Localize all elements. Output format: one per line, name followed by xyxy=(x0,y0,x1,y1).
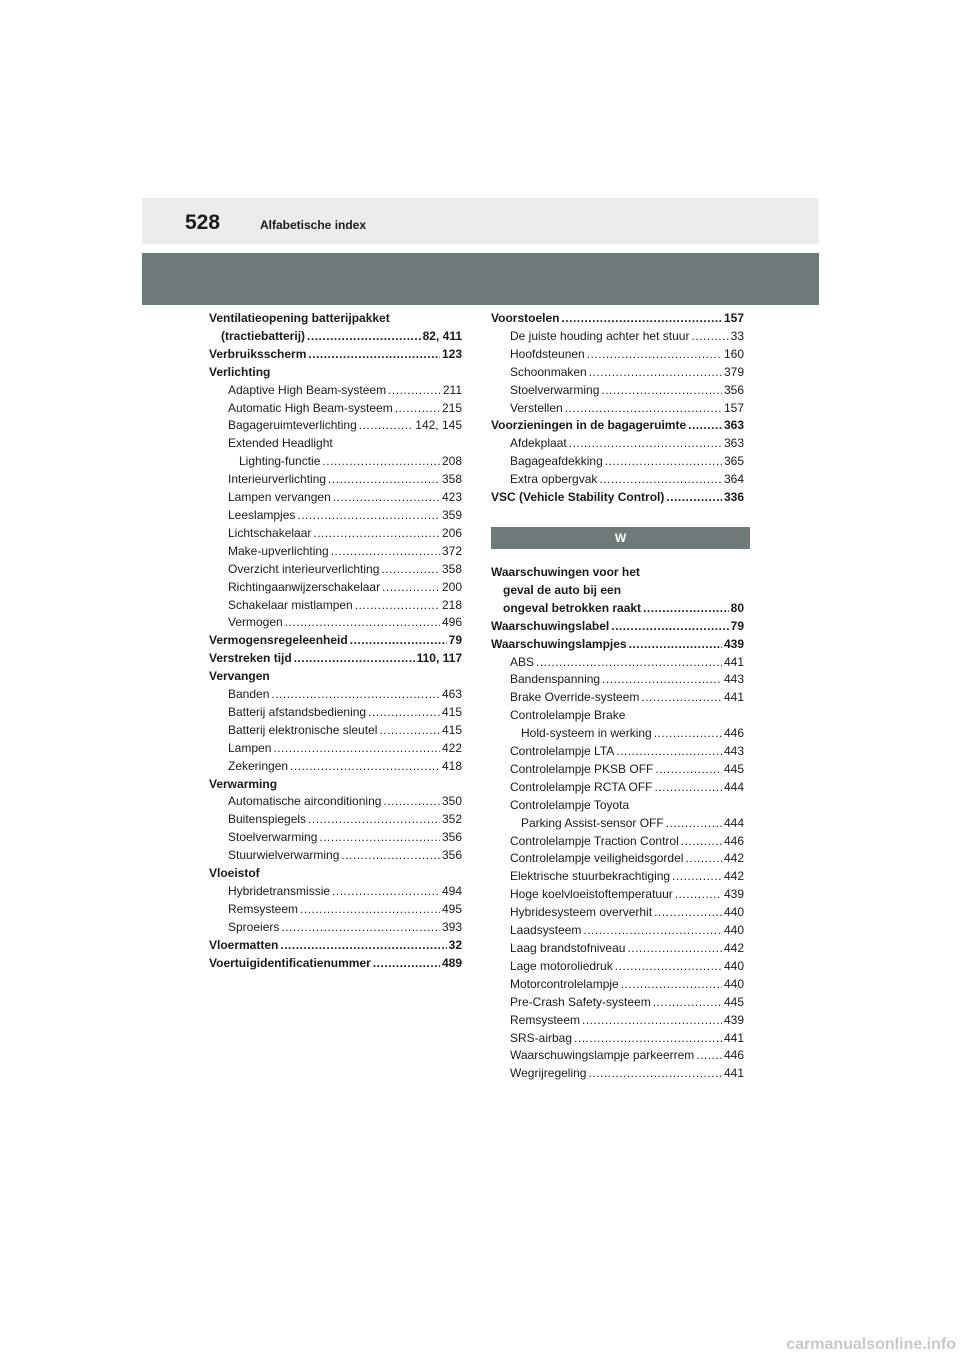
index-entry-page[interactable]: 356 xyxy=(441,848,462,863)
index-entry-page[interactable]: 445 xyxy=(723,994,744,1009)
index-heading: Ventilatieopening batterijpakket xyxy=(209,311,390,325)
index-entry-label: Adaptive High Beam-systeem xyxy=(228,382,387,397)
index-entry-label: Verstellen xyxy=(510,400,563,415)
index-entry-page[interactable]: 358 xyxy=(441,472,462,487)
index-entry-label: Make-upverlichting xyxy=(228,543,329,558)
index-entry[interactable] xyxy=(209,382,462,400)
index-entry-label: VSC (Vehicle Stability Control) xyxy=(491,490,665,505)
index-entry[interactable] xyxy=(491,940,744,958)
index-entry-page[interactable]: 372 xyxy=(441,543,462,558)
index-entry-label: Stuurwielverwarming xyxy=(228,848,340,863)
index-entry-page[interactable]: 352 xyxy=(441,812,462,827)
index-entry-label: Batterij elektronische sleutel xyxy=(228,722,378,737)
index-entry[interactable] xyxy=(491,453,744,471)
index-entry-page[interactable]: 157 xyxy=(723,311,744,325)
index-entry-page[interactable]: 439 xyxy=(723,636,744,651)
index-entry-page[interactable]: 215 xyxy=(441,400,462,415)
index-entry-page[interactable]: 32 xyxy=(448,937,462,952)
index-entry[interactable] xyxy=(209,901,462,919)
index-entry-label: Stoelverwarming xyxy=(228,830,318,845)
index-entry-page[interactable]: 206 xyxy=(441,525,462,540)
index-entry-label: ABS xyxy=(510,654,535,669)
index-entry-label: Vloermatten xyxy=(209,937,279,952)
dot-leader xyxy=(565,400,722,418)
index-entry-page[interactable]: 79 xyxy=(730,618,744,633)
index-entry-page[interactable]: 364 xyxy=(723,472,744,487)
index-entry-label: Pre-Crash Safety-systeem xyxy=(510,994,651,1009)
dot-leader xyxy=(331,543,440,561)
index-entry[interactable] xyxy=(209,686,462,704)
index-entry-page[interactable]: 142, 145 xyxy=(415,418,462,433)
dot-leader xyxy=(588,1065,721,1083)
index-column-left xyxy=(209,310,462,973)
dot-leader xyxy=(696,1047,722,1065)
index-entry-label: Lichtschakelaar xyxy=(228,525,312,540)
index-entry[interactable] xyxy=(491,654,744,672)
index-entry-label: Lighting-functie xyxy=(239,454,321,469)
dot-leader xyxy=(379,722,440,740)
dot-leader xyxy=(328,471,440,489)
index-entry-page[interactable]: 363 xyxy=(723,418,744,433)
dot-leader xyxy=(615,958,722,976)
index-entry-page[interactable]: 442 xyxy=(723,869,744,884)
dot-leader xyxy=(654,725,722,743)
dot-leader xyxy=(583,922,722,940)
index-entry-label: Lampen vervangen xyxy=(228,490,331,505)
dot-leader xyxy=(341,847,440,865)
index-entry-page[interactable]: 441 xyxy=(723,690,744,705)
index-entry-label: Interieurverlichting xyxy=(228,472,327,487)
index-heading: Waarschuwingen voor het xyxy=(491,564,640,579)
index-entry-page[interactable]: 423 xyxy=(441,490,462,505)
dot-leader xyxy=(308,346,440,364)
index-entry-page[interactable]: 422 xyxy=(441,740,462,755)
index-entry-label: Hybridesysteem oververhit xyxy=(510,905,653,920)
dot-leader xyxy=(271,686,440,704)
index-entry-page[interactable]: 365 xyxy=(723,454,744,469)
index-entry[interactable] xyxy=(209,650,462,668)
index-entry-label: Voorstoelen xyxy=(491,311,560,325)
dot-leader xyxy=(381,561,440,579)
index-entry[interactable] xyxy=(209,793,462,811)
index-entry-label: Verbruiksscherm xyxy=(209,346,307,361)
index-entry-page[interactable]: 440 xyxy=(723,923,744,938)
index-entry-page[interactable]: 444 xyxy=(723,779,744,794)
index-entry-page[interactable]: 80 xyxy=(730,600,744,615)
index-entry-page[interactable]: 123 xyxy=(441,346,462,361)
index-entry-page[interactable]: 446 xyxy=(723,726,744,741)
index-entry[interactable] xyxy=(491,1047,744,1065)
index-entry-label: ongeval betrokken raakt xyxy=(503,600,642,615)
index-heading: Extended Headlight xyxy=(228,436,333,451)
header-band xyxy=(142,253,819,305)
index-entry[interactable] xyxy=(209,525,462,543)
dot-leader xyxy=(313,525,440,543)
dot-leader xyxy=(691,328,728,346)
index-entry-page[interactable]: 350 xyxy=(441,794,462,809)
index-entry[interactable] xyxy=(491,400,744,418)
index-entry-page[interactable]: 415 xyxy=(441,722,462,737)
index-entry[interactable] xyxy=(209,632,462,650)
index-entry[interactable] xyxy=(491,1065,744,1083)
index-entry-label: Automatische airconditioning xyxy=(228,794,382,809)
index-entry[interactable] xyxy=(491,600,744,618)
dot-leader xyxy=(395,400,440,418)
dot-leader xyxy=(666,815,722,833)
index-entry-label: Hoofdsteunen xyxy=(510,346,585,361)
index-entry-label: Controlelampje veiligheidsgordel xyxy=(510,851,684,866)
index-entry[interactable] xyxy=(491,1030,744,1048)
dot-leader xyxy=(675,886,722,904)
dot-leader xyxy=(602,671,722,689)
index-entry[interactable] xyxy=(491,346,744,364)
index-entry-page[interactable]: 495 xyxy=(441,901,462,916)
index-entry-label: Vermogen xyxy=(228,615,283,630)
section-title: Alfabetische index xyxy=(260,218,367,232)
dot-leader xyxy=(355,597,440,615)
dot-leader xyxy=(294,650,415,668)
index-entry-page[interactable]: 356 xyxy=(723,382,744,397)
index-entry[interactable] xyxy=(491,636,744,654)
index-entry-label: Lage motoroliedruk xyxy=(510,958,613,973)
index-entry-label: Afdekplaat xyxy=(510,436,567,451)
dot-leader xyxy=(589,364,722,382)
index-entry-page[interactable]: 443 xyxy=(723,672,744,687)
index-entry-page[interactable]: 441 xyxy=(723,1030,744,1045)
index-entry-label: Controlelampje PKSB OFF xyxy=(510,761,654,776)
index-entry-label: Overzicht interieurverlichting xyxy=(228,561,380,576)
index-entry-label: Buitenspiegels xyxy=(228,812,307,827)
index-entry-label: Bandenspanning xyxy=(510,672,601,687)
index-entry-label: Remsysteem xyxy=(228,901,299,916)
index-entry-label: Waarschuwingslampje parkeerrem xyxy=(510,1048,695,1063)
index-heading: Vervangen xyxy=(209,669,270,684)
dot-leader xyxy=(611,618,728,636)
index-entry-page[interactable]: 415 xyxy=(441,704,462,719)
index-entry[interactable] xyxy=(209,597,462,615)
dot-leader xyxy=(368,704,440,722)
index-heading: Vloeistof xyxy=(209,866,260,881)
index-entry-label: Sproeiers xyxy=(228,919,280,934)
index-entry[interactable] xyxy=(491,435,744,453)
letter-heading: W xyxy=(491,527,750,549)
dot-leader xyxy=(653,994,722,1012)
index-column-right xyxy=(491,310,744,1083)
dot-leader xyxy=(280,937,446,955)
index-entry-page[interactable]: 79 xyxy=(448,633,462,648)
header-bar xyxy=(142,198,819,244)
index-entry-page[interactable]: 110, 117 xyxy=(416,651,462,666)
index-entry-label: Banden xyxy=(228,687,270,702)
index-entry[interactable] xyxy=(209,453,462,471)
index-entry-label: Parking Assist-sensor OFF xyxy=(521,815,664,830)
index-entry-page[interactable]: 489 xyxy=(441,955,462,970)
index-entry-label: Bagageruimteverlichting xyxy=(228,418,357,433)
dot-leader xyxy=(681,833,722,851)
index-entry[interactable] xyxy=(491,922,744,940)
index-entry-page[interactable]: 439 xyxy=(723,887,744,902)
index-entry[interactable] xyxy=(209,417,462,435)
dot-leader xyxy=(319,829,440,847)
index-entry-page[interactable]: 494 xyxy=(441,884,462,898)
index-entry-page[interactable]: 200 xyxy=(441,579,462,594)
index-entry-label: Controlelampje Traction Control xyxy=(510,833,679,848)
index-entry-page[interactable]: 211 xyxy=(442,382,462,397)
footer-watermark: carmanualsonline.info xyxy=(786,1336,956,1353)
index-entry-label: Wegrijregeling xyxy=(510,1066,587,1081)
dot-leader xyxy=(569,435,722,453)
index-entry[interactable] xyxy=(491,761,744,779)
dot-leader xyxy=(654,779,721,797)
index-entry[interactable] xyxy=(491,471,744,489)
index-entry[interactable] xyxy=(491,886,744,904)
index-entry[interactable] xyxy=(491,364,744,382)
dot-leader xyxy=(582,1012,722,1030)
index-entry[interactable] xyxy=(491,1012,744,1030)
dot-leader xyxy=(359,417,414,435)
index-entry[interactable] xyxy=(491,779,744,797)
index-entry-label: Remsysteem xyxy=(510,1012,581,1027)
index-entry-label: Bagageafdekking xyxy=(510,454,603,469)
index-entry-label: Hybridetransmissie xyxy=(228,884,331,898)
dot-leader xyxy=(685,850,722,868)
index-entry-page[interactable]: 33 xyxy=(730,328,744,343)
index-entry-page[interactable]: 157 xyxy=(723,400,744,415)
index-entry-page[interactable]: 336 xyxy=(723,490,744,505)
dot-leader xyxy=(332,883,440,901)
index-entry-page[interactable]: 444 xyxy=(723,815,744,830)
index-entry-page[interactable]: 363 xyxy=(723,436,744,451)
index-entry[interactable] xyxy=(491,904,744,922)
index-entry[interactable] xyxy=(491,417,744,435)
index-entry[interactable] xyxy=(491,382,744,400)
index-entry[interactable] xyxy=(491,489,744,507)
index-entry-label: Laadsysteem xyxy=(510,923,582,938)
index-entry-page[interactable]: 393 xyxy=(441,919,462,934)
index-entry[interactable] xyxy=(209,740,462,758)
index-entry[interactable] xyxy=(209,400,462,418)
dot-leader xyxy=(322,453,440,471)
dot-leader xyxy=(587,346,722,364)
index-entry-label: Stoelverwarming xyxy=(510,382,600,397)
dot-leader xyxy=(601,382,722,400)
index-entry-label: Automatic High Beam-systeem xyxy=(228,400,393,415)
index-entry[interactable] xyxy=(491,976,744,994)
index-entry-page[interactable]: 440 xyxy=(723,958,744,973)
index-entry-page[interactable]: 379 xyxy=(723,364,744,379)
index-entry-label: Vermogensregeleenheid xyxy=(209,633,348,648)
index-entry-page[interactable]: 358 xyxy=(441,561,462,576)
index-heading: Verlichting xyxy=(209,364,271,379)
index-entry-label: Batterij afstandsbediening xyxy=(228,704,367,719)
dot-leader xyxy=(688,417,722,435)
dot-leader xyxy=(307,328,421,346)
dot-leader xyxy=(300,901,440,919)
dot-leader xyxy=(655,761,722,779)
dot-leader xyxy=(654,904,722,922)
index-entry[interactable] xyxy=(491,833,744,851)
dot-leader xyxy=(641,689,722,707)
index-heading: Controlelampje Toyota xyxy=(510,797,630,812)
index-entry[interactable] xyxy=(209,955,462,973)
dot-leader xyxy=(290,758,440,776)
dot-leader xyxy=(599,471,722,489)
dot-leader xyxy=(350,632,447,650)
index-entry[interactable] xyxy=(209,614,462,632)
dot-leader xyxy=(627,940,722,958)
index-entry-label: Brake Override-systeem xyxy=(510,690,640,705)
index-entry-page[interactable]: 418 xyxy=(441,758,462,773)
index-entry[interactable] xyxy=(209,328,462,346)
index-entry-label: Lampen xyxy=(228,740,272,755)
dot-leader xyxy=(373,955,440,973)
index-entry-page[interactable]: 439 xyxy=(723,1012,744,1027)
index-entry-label: (tractiebatterij) xyxy=(221,328,306,343)
index-entry[interactable] xyxy=(491,850,744,868)
index-entry-label: Voertuigidentificatienummer xyxy=(209,955,371,970)
dot-leader xyxy=(281,919,440,937)
index-entry-page[interactable]: 446 xyxy=(723,833,744,848)
index-entry-page[interactable]: 442 xyxy=(723,941,744,955)
index-entry-page[interactable]: 356 xyxy=(441,830,462,845)
index-entry-label: De juiste houding achter het stuur xyxy=(510,328,690,343)
index-entry[interactable] xyxy=(209,829,462,847)
index-entry-page[interactable]: 82, 411 xyxy=(422,328,462,343)
index-entry-label: Elektrische stuurbekrachtiging xyxy=(510,869,671,884)
dot-leader xyxy=(297,507,440,525)
index-entry[interactable] xyxy=(491,671,744,689)
index-entry[interactable] xyxy=(491,725,744,743)
index-entry-page[interactable]: 445 xyxy=(723,761,744,776)
index-entry[interactable] xyxy=(491,743,744,761)
dot-leader xyxy=(383,793,440,811)
dot-leader xyxy=(333,489,440,507)
dot-leader xyxy=(605,453,722,471)
dot-leader xyxy=(629,636,722,654)
index-entry-label: Extra opbergvak xyxy=(510,472,598,487)
index-entry-page[interactable]: 218 xyxy=(441,597,462,612)
index-entry-label: Richtingaanwijzerschakelaar xyxy=(228,579,381,594)
index-entry-label: Waarschuwingslampjes xyxy=(491,636,627,651)
index-entry-label: Controlelampje LTA xyxy=(510,744,615,759)
index-entry[interactable] xyxy=(209,561,462,579)
index-entry-page[interactable]: 463 xyxy=(441,687,462,702)
index-entry[interactable] xyxy=(209,847,462,865)
index-entry-page[interactable]: 496 xyxy=(441,615,462,630)
index-entry-page[interactable]: 442 xyxy=(723,851,744,866)
index-entry[interactable] xyxy=(491,310,744,328)
dot-leader xyxy=(666,489,722,507)
index-entry[interactable] xyxy=(209,811,462,829)
dot-leader xyxy=(616,743,722,761)
index-entry-label: Hold-systeem in werking xyxy=(521,726,652,741)
dot-leader xyxy=(388,382,441,400)
index-entry[interactable] xyxy=(491,689,744,707)
index-entry[interactable] xyxy=(491,328,744,346)
dot-leader xyxy=(285,614,440,632)
index-entry[interactable] xyxy=(209,704,462,722)
index-entry-label: Leeslampjes xyxy=(228,507,296,522)
dot-leader xyxy=(643,600,729,618)
index-entry-label: Voorzieningen in de bagageruimte xyxy=(491,418,687,433)
index-entry[interactable] xyxy=(491,994,744,1012)
index-entry-page[interactable]: 441 xyxy=(723,1066,744,1081)
index-entry[interactable] xyxy=(209,507,462,525)
index-heading: Controlelampje Brake xyxy=(510,708,626,723)
index-entry-page[interactable]: 440 xyxy=(723,976,744,991)
index-entry-page[interactable]: 443 xyxy=(723,744,744,759)
index-entry[interactable] xyxy=(209,579,462,597)
index-entry-page[interactable]: 441 xyxy=(723,654,744,669)
index-entry[interactable] xyxy=(491,815,744,833)
index-entry-label: Controlelampje RCTA OFF xyxy=(510,779,653,794)
page-number: 528 xyxy=(185,211,221,234)
index-entry-label: Verstreken tijd xyxy=(209,651,292,666)
index-entry-label: Motorcontrolelampje xyxy=(510,976,619,991)
index-entry-label: Schakelaar mistlampen xyxy=(228,597,353,612)
index-entry[interactable] xyxy=(209,346,462,364)
index-entry-page[interactable]: 208 xyxy=(441,454,462,469)
dot-leader xyxy=(574,1030,722,1048)
index-heading: geval de auto bij een xyxy=(503,582,622,597)
index-entry[interactable] xyxy=(491,868,744,886)
index-entry[interactable] xyxy=(209,883,462,901)
index-entry[interactable] xyxy=(209,937,462,955)
index-entry-label: Waarschuwingslabel xyxy=(491,618,610,633)
index-entry-label: Schoonmaken xyxy=(510,364,587,379)
dot-leader xyxy=(621,976,722,994)
index-entry-label: Zekeringen xyxy=(228,758,289,773)
index-entry[interactable] xyxy=(491,618,744,636)
dot-leader xyxy=(273,740,440,758)
index-entry[interactable] xyxy=(209,471,462,489)
index-entry[interactable] xyxy=(209,489,462,507)
dot-leader xyxy=(382,579,440,597)
index-entry-page[interactable]: 359 xyxy=(441,507,462,522)
index-entry-label: Hoge koelvloeistoftemperatuur xyxy=(510,887,673,902)
index-entry-page[interactable]: 446 xyxy=(723,1048,744,1063)
index-entry-page[interactable]: 440 xyxy=(723,905,744,920)
dot-leader xyxy=(561,310,722,328)
dot-leader xyxy=(672,868,722,886)
index-heading: Verwarming xyxy=(209,776,278,791)
index-entry[interactable] xyxy=(209,722,462,740)
index-entry[interactable] xyxy=(209,543,462,561)
dot-leader xyxy=(536,654,722,672)
dot-leader xyxy=(308,811,440,829)
index-entry-page[interactable]: 160 xyxy=(723,346,744,361)
index-entry[interactable] xyxy=(209,758,462,776)
index-entry[interactable] xyxy=(491,958,744,976)
index-entry-label: Laag brandstofniveau xyxy=(510,941,626,955)
index-entry-label: SRS-airbag xyxy=(510,1030,573,1045)
index-entry[interactable] xyxy=(209,919,462,937)
